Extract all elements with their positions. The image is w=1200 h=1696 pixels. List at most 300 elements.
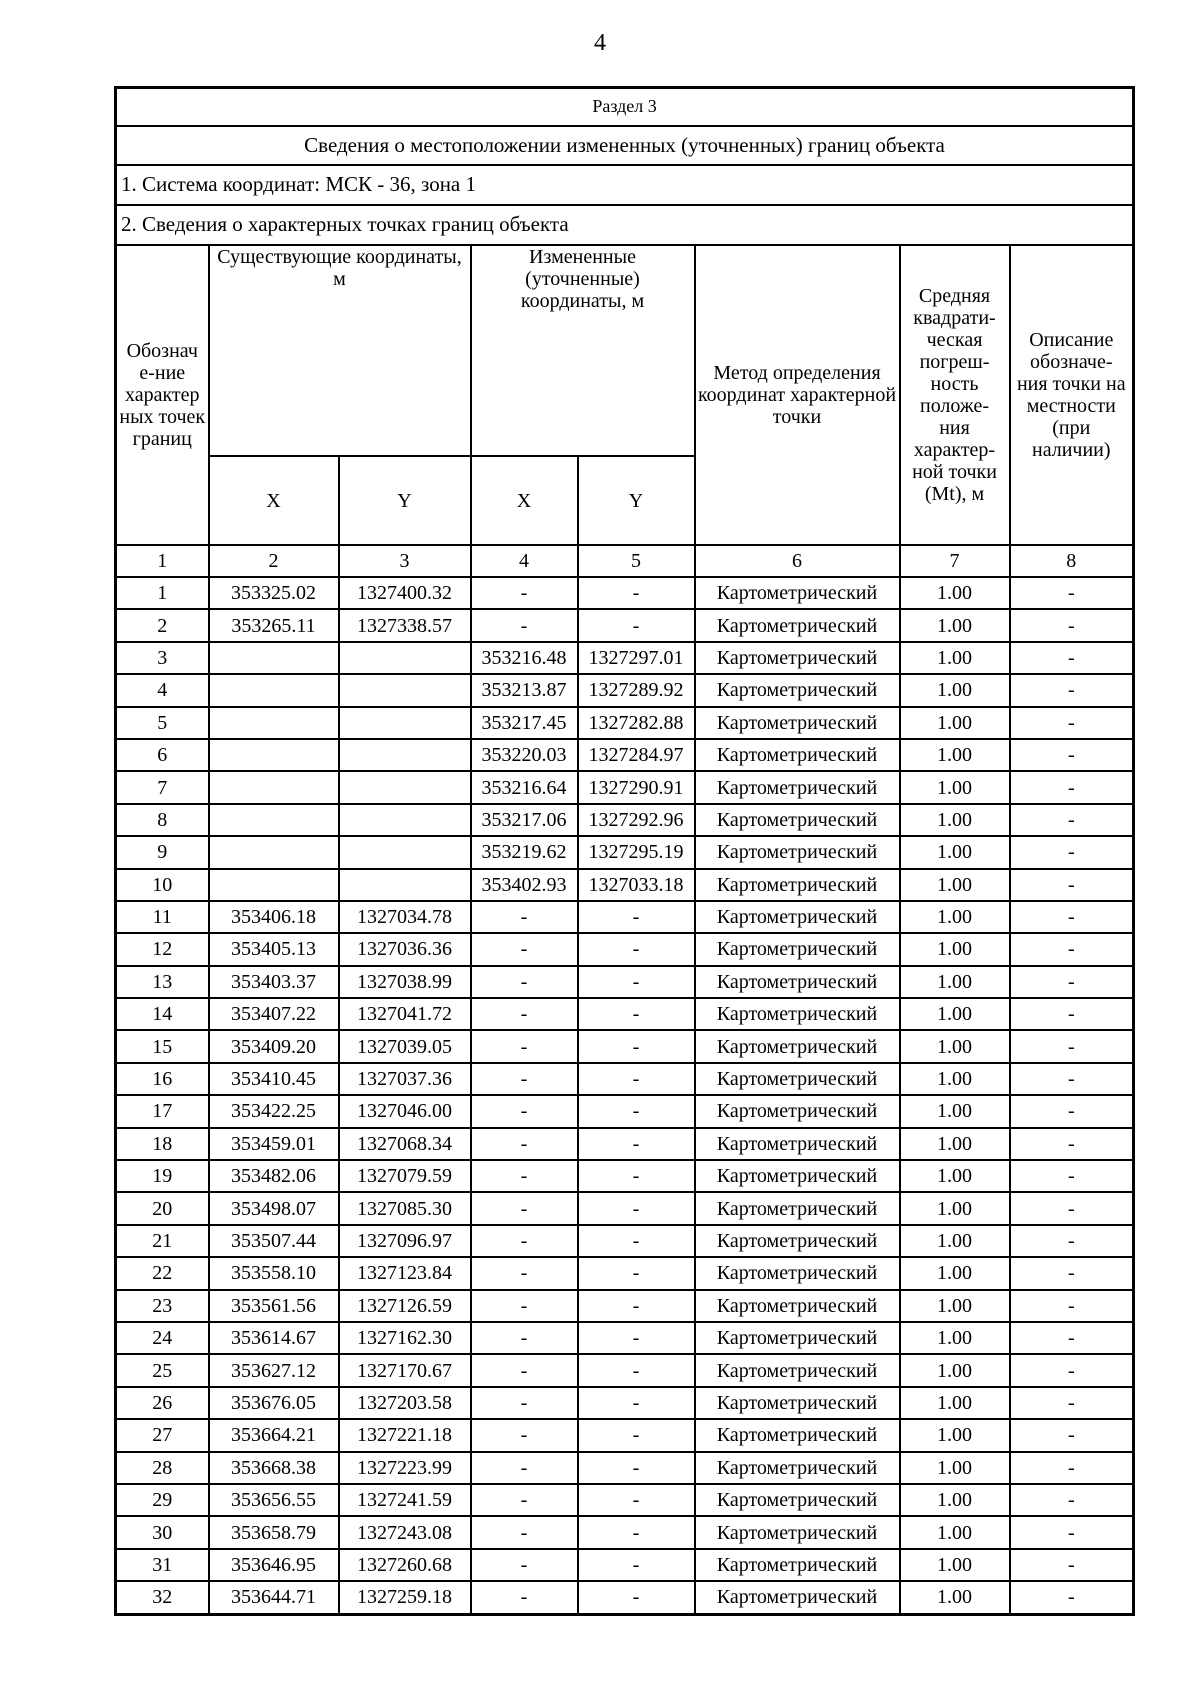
cell-error: 1.00 [900,1257,1010,1289]
cell-existing-y [339,836,471,868]
header-method: Метод определения координат характерной точки [695,245,900,545]
cell-existing-y [339,804,471,836]
cell-point-number: 3 [116,642,209,674]
cell-method: Картометрический [695,1225,900,1257]
cell-description: - [1010,933,1134,965]
cell-existing-y: 1327338.57 [339,609,471,641]
table-row [116,1581,1134,1614]
cell-existing-y: 1327036.36 [339,933,471,965]
cell-error: 1.00 [900,739,1010,771]
cell-changed-y: - [578,1452,695,1484]
cell-point-number: 32 [116,1581,209,1614]
cell-changed-x: - [471,1095,578,1127]
cell-method: Картометрический [695,577,900,609]
cell-description: - [1010,1516,1134,1548]
cell-changed-y: - [578,1225,695,1257]
table-row [116,869,1134,901]
cell-existing-y: 1327123.84 [339,1257,471,1289]
cell-existing-y: 1327243.08 [339,1516,471,1548]
cell-changed-y: 1327033.18 [578,869,695,901]
cell-changed-x: 353217.45 [471,707,578,739]
cell-existing-x: 353558.10 [209,1257,339,1289]
cell-changed-y: - [578,1549,695,1581]
header-changed-y: Y [578,456,695,545]
cell-changed-x: - [471,1581,578,1614]
cell-description: - [1010,998,1134,1030]
page-number: 4 [594,30,606,56]
cell-description: - [1010,771,1134,803]
cell-point-number: 31 [116,1549,209,1581]
cell-changed-x: - [471,1516,578,1548]
cell-existing-x: 353646.95 [209,1549,339,1581]
table-row [116,609,1134,641]
header-existing-coords: Существующие координаты, м [209,245,471,456]
cell-changed-x: - [471,1387,578,1419]
cell-existing-x: 353614.67 [209,1322,339,1354]
cell-existing-x: 353409.20 [209,1030,339,1062]
cell-error: 1.00 [900,1387,1010,1419]
cell-error: 1.00 [900,1322,1010,1354]
cell-error: 1.00 [900,642,1010,674]
cell-error: 1.00 [900,804,1010,836]
cell-description: - [1010,1063,1134,1095]
cell-changed-y: 1327297.01 [578,642,695,674]
cell-method: Картометрический [695,804,900,836]
cell-changed-x: - [471,1225,578,1257]
column-number: 2 [209,545,339,577]
cell-description: - [1010,1549,1134,1581]
cell-error: 1.00 [900,1225,1010,1257]
cell-point-number: 13 [116,966,209,998]
cell-description: - [1010,901,1134,933]
cell-existing-y: 1327203.58 [339,1387,471,1419]
cell-existing-x [209,739,339,771]
header-changed-coords: Измененные (уточненные) координаты, м [471,245,695,456]
cell-error: 1.00 [900,901,1010,933]
cell-description: - [1010,1128,1134,1160]
cell-error: 1.00 [900,1290,1010,1322]
cell-existing-x: 353498.07 [209,1192,339,1224]
table-row [116,966,1134,998]
cell-changed-y: - [578,901,695,933]
cell-method: Картометрический [695,1387,900,1419]
cell-changed-y: - [578,1387,695,1419]
cell-point-number: 30 [116,1516,209,1548]
cell-changed-y: 1327292.96 [578,804,695,836]
cell-changed-x: - [471,1128,578,1160]
cell-error: 1.00 [900,1452,1010,1484]
cell-existing-y: 1327068.34 [339,1128,471,1160]
cell-existing-x: 353410.45 [209,1063,339,1095]
header-existing-x: X [209,456,339,545]
cell-existing-y: 1327223.99 [339,1452,471,1484]
cell-changed-x: 353402.93 [471,869,578,901]
cell-existing-x [209,771,339,803]
header-changed-x: X [471,456,578,545]
cell-method: Картометрический [695,739,900,771]
cell-method: Картометрический [695,1290,900,1322]
table-row [116,674,1134,706]
cell-existing-y: 1327085.30 [339,1192,471,1224]
cell-description: - [1010,1257,1134,1289]
cell-changed-x: 353217.06 [471,804,578,836]
column-number: 8 [1010,545,1134,577]
cell-existing-y: 1327041.72 [339,998,471,1030]
cell-method: Картометрический [695,707,900,739]
cell-changed-x: - [471,1192,578,1224]
cell-existing-y [339,642,471,674]
cell-description: - [1010,1419,1134,1451]
cell-method: Картометрический [695,1581,900,1614]
cell-changed-x: - [471,1322,578,1354]
table-row [116,1354,1134,1386]
column-number: 3 [339,545,471,577]
cell-existing-y: 1327096.97 [339,1225,471,1257]
cell-changed-x: - [471,1160,578,1192]
cell-existing-y: 1327126.59 [339,1290,471,1322]
cell-changed-y: 1327290.91 [578,771,695,803]
cell-existing-y: 1327400.32 [339,577,471,609]
cell-description: - [1010,609,1134,641]
cell-error: 1.00 [900,1063,1010,1095]
cell-changed-y: - [578,1128,695,1160]
cell-changed-x: - [471,609,578,641]
cell-point-number: 5 [116,707,209,739]
cell-changed-y: - [578,966,695,998]
cell-existing-x [209,674,339,706]
cell-existing-y: 1327046.00 [339,1095,471,1127]
cell-changed-y: - [578,1581,695,1614]
cell-existing-y [339,707,471,739]
cell-changed-y: - [578,1095,695,1127]
cell-existing-y: 1327241.59 [339,1484,471,1516]
cell-existing-y [339,869,471,901]
table-row [116,642,1134,674]
table-row [116,1387,1134,1419]
cell-method: Картометрический [695,1128,900,1160]
cell-changed-y: - [578,609,695,641]
cell-existing-x: 353405.13 [209,933,339,965]
cell-existing-x: 353676.05 [209,1387,339,1419]
table-row [116,739,1134,771]
cell-description: - [1010,804,1134,836]
cell-existing-x: 353656.55 [209,1484,339,1516]
table-row [116,1128,1134,1160]
cell-method: Картометрический [695,1160,900,1192]
cell-description: - [1010,1225,1134,1257]
cell-error: 1.00 [900,933,1010,965]
cell-method: Картометрический [695,966,900,998]
cell-existing-x: 353325.02 [209,577,339,609]
cell-changed-y: - [578,1290,695,1322]
cell-method: Картометрический [695,1257,900,1289]
cell-existing-y: 1327162.30 [339,1322,471,1354]
cell-changed-x: - [471,1030,578,1062]
cell-changed-x: - [471,1549,578,1581]
cell-point-number: 18 [116,1128,209,1160]
cell-existing-x: 353265.11 [209,609,339,641]
points-info: 2. Сведения о характерных точках границ объекта [116,205,1134,245]
cell-changed-x: - [471,1290,578,1322]
cell-description: - [1010,577,1134,609]
cell-existing-x [209,642,339,674]
cell-changed-x: - [471,1419,578,1451]
cell-description: - [1010,674,1134,706]
cell-description: - [1010,1387,1134,1419]
cell-method: Картометрический [695,901,900,933]
table-row [116,1516,1134,1548]
table-row [116,1419,1134,1451]
column-number: 5 [578,545,695,577]
cell-existing-y [339,674,471,706]
cell-method: Картометрический [695,1419,900,1451]
cell-error: 1.00 [900,1030,1010,1062]
cell-point-number: 25 [116,1354,209,1386]
cell-existing-y: 1327037.36 [339,1063,471,1095]
cell-changed-x: 353216.64 [471,771,578,803]
cell-method: Картометрический [695,771,900,803]
cell-point-number: 9 [116,836,209,868]
column-number: 7 [900,545,1010,577]
cell-changed-y: - [578,1030,695,1062]
cell-error: 1.00 [900,1581,1010,1614]
header-point-label: Обознач е-ние характер ных точек границ [116,245,209,545]
cell-method: Картометрический [695,869,900,901]
cell-changed-x: 353213.87 [471,674,578,706]
cell-error: 1.00 [900,1192,1010,1224]
table-row [116,1160,1134,1192]
cell-method: Картометрический [695,1549,900,1581]
table-row [116,771,1134,803]
cell-existing-x: 353403.37 [209,966,339,998]
cell-changed-y: - [578,1160,695,1192]
cell-description: - [1010,836,1134,868]
cell-method: Картометрический [695,1095,900,1127]
cell-changed-x: 353220.03 [471,739,578,771]
cell-changed-y: - [578,933,695,965]
cell-point-number: 26 [116,1387,209,1419]
cell-error: 1.00 [900,1354,1010,1386]
column-number: 4 [471,545,578,577]
cell-method: Картометрический [695,836,900,868]
cell-point-number: 23 [116,1290,209,1322]
cell-changed-x: 353216.48 [471,642,578,674]
cell-point-number: 28 [116,1452,209,1484]
cell-description: - [1010,1322,1134,1354]
cell-changed-x: - [471,933,578,965]
cell-existing-y: 1327260.68 [339,1549,471,1581]
cell-error: 1.00 [900,1549,1010,1581]
cell-method: Картометрический [695,1516,900,1548]
cell-method: Картометрический [695,1354,900,1386]
cell-error: 1.00 [900,1095,1010,1127]
cell-changed-y: - [578,998,695,1030]
column-number: 1 [116,545,209,577]
cell-existing-y: 1327221.18 [339,1419,471,1451]
cell-method: Картометрический [695,1322,900,1354]
table-row [116,1225,1134,1257]
cell-changed-y: - [578,1516,695,1548]
cell-point-number: 15 [116,1030,209,1062]
cell-existing-x: 353561.56 [209,1290,339,1322]
cell-description: - [1010,1192,1134,1224]
cell-existing-x: 353482.06 [209,1160,339,1192]
cell-error: 1.00 [900,609,1010,641]
cell-method: Картометрический [695,1030,900,1062]
table-row [116,1095,1134,1127]
header-description: Описание обозначе- ния точки на местности (при наличии) [1010,245,1134,545]
cell-existing-x: 353407.22 [209,998,339,1030]
cell-existing-x: 353658.79 [209,1516,339,1548]
cell-point-number: 22 [116,1257,209,1289]
column-numbers-row [116,545,1134,577]
cell-description: - [1010,1030,1134,1062]
cell-changed-y: - [578,1419,695,1451]
cell-changed-y: 1327295.19 [578,836,695,868]
cell-changed-y: 1327289.92 [578,674,695,706]
cell-changed-y: - [578,1257,695,1289]
cell-description: - [1010,707,1134,739]
cell-existing-x: 353406.18 [209,901,339,933]
cell-description: - [1010,1581,1134,1614]
cell-description: - [1010,869,1134,901]
cell-changed-y: - [578,577,695,609]
cell-error: 1.00 [900,577,1010,609]
cell-changed-y: - [578,1322,695,1354]
cell-point-number: 6 [116,739,209,771]
cell-description: - [1010,642,1134,674]
coordinates-table [114,86,1135,1616]
cell-existing-y [339,771,471,803]
cell-changed-x: - [471,1484,578,1516]
cell-existing-x [209,804,339,836]
table-row [116,836,1134,868]
cell-point-number: 1 [116,577,209,609]
cell-method: Картометрический [695,674,900,706]
cell-existing-x [209,836,339,868]
cell-existing-x: 353422.25 [209,1095,339,1127]
cell-description: - [1010,1095,1134,1127]
cell-description: - [1010,966,1134,998]
cell-existing-x [209,707,339,739]
cell-point-number: 21 [116,1225,209,1257]
cell-error: 1.00 [900,1516,1010,1548]
cell-description: - [1010,1484,1134,1516]
cell-changed-y: 1327282.88 [578,707,695,739]
cell-existing-x: 353627.12 [209,1354,339,1386]
cell-changed-x: - [471,1257,578,1289]
table-row [116,1484,1134,1516]
cell-point-number: 24 [116,1322,209,1354]
cell-point-number: 12 [116,933,209,965]
table-row [116,1322,1134,1354]
cell-existing-y: 1327079.59 [339,1160,471,1192]
cell-method: Картометрический [695,1192,900,1224]
cell-existing-x: 353664.21 [209,1419,339,1451]
cell-point-number: 14 [116,998,209,1030]
cell-error: 1.00 [900,771,1010,803]
table-row [116,804,1134,836]
cell-method: Картометрический [695,933,900,965]
cell-existing-x: 353507.44 [209,1225,339,1257]
section-title: Раздел 3 [116,88,1134,127]
cell-point-number: 16 [116,1063,209,1095]
cell-method: Картометрический [695,1063,900,1095]
cell-point-number: 7 [116,771,209,803]
cell-point-number: 17 [116,1095,209,1127]
cell-error: 1.00 [900,707,1010,739]
cell-description: - [1010,1290,1134,1322]
cell-existing-x: 353668.38 [209,1452,339,1484]
table-row [116,1063,1134,1095]
cell-description: - [1010,739,1134,771]
cell-existing-x: 353459.01 [209,1128,339,1160]
table-row [116,1290,1134,1322]
cell-changed-y: - [578,1484,695,1516]
header-error: Средняя квадрати- ческая погреш- ность положе- ния характер- ной точки (Mt), м [900,245,1010,545]
table-row [116,1257,1134,1289]
cell-point-number: 19 [116,1160,209,1192]
table-row [116,707,1134,739]
cell-changed-x: - [471,1452,578,1484]
cell-point-number: 27 [116,1419,209,1451]
cell-existing-y: 1327170.67 [339,1354,471,1386]
cell-method: Картометрический [695,998,900,1030]
cell-method: Картометрический [695,1484,900,1516]
cell-description: - [1010,1452,1134,1484]
cell-point-number: 2 [116,609,209,641]
cell-point-number: 10 [116,869,209,901]
cell-error: 1.00 [900,998,1010,1030]
cell-existing-y: 1327259.18 [339,1581,471,1614]
cell-description: - [1010,1354,1134,1386]
cell-error: 1.00 [900,1419,1010,1451]
cell-existing-y: 1327039.05 [339,1030,471,1062]
cell-description: - [1010,1160,1134,1192]
table-row [116,1030,1134,1062]
table-row [116,1192,1134,1224]
cell-changed-x: - [471,998,578,1030]
cell-changed-x: - [471,1063,578,1095]
cell-existing-x [209,869,339,901]
table-row [116,1549,1134,1581]
table-row [116,998,1134,1030]
coord-system: 1. Система координат: МСК - 36, зона 1 [116,165,1134,205]
cell-error: 1.00 [900,1484,1010,1516]
cell-existing-y [339,739,471,771]
cell-point-number: 29 [116,1484,209,1516]
cell-changed-x: - [471,901,578,933]
cell-changed-x: - [471,966,578,998]
cell-method: Картометрический [695,609,900,641]
cell-existing-y: 1327038.99 [339,966,471,998]
cell-point-number: 8 [116,804,209,836]
cell-error: 1.00 [900,836,1010,868]
cell-method: Картометрический [695,1452,900,1484]
cell-existing-y: 1327034.78 [339,901,471,933]
cell-error: 1.00 [900,674,1010,706]
cell-error: 1.00 [900,1160,1010,1192]
table-title: Сведения о местоположении измененных (уточненных) границ объекта [116,126,1134,165]
table-row [116,901,1134,933]
cell-error: 1.00 [900,1128,1010,1160]
cell-point-number: 11 [116,901,209,933]
cell-existing-x: 353644.71 [209,1581,339,1614]
cell-changed-y: 1327284.97 [578,739,695,771]
cell-error: 1.00 [900,869,1010,901]
cell-error: 1.00 [900,966,1010,998]
table-row [116,933,1134,965]
